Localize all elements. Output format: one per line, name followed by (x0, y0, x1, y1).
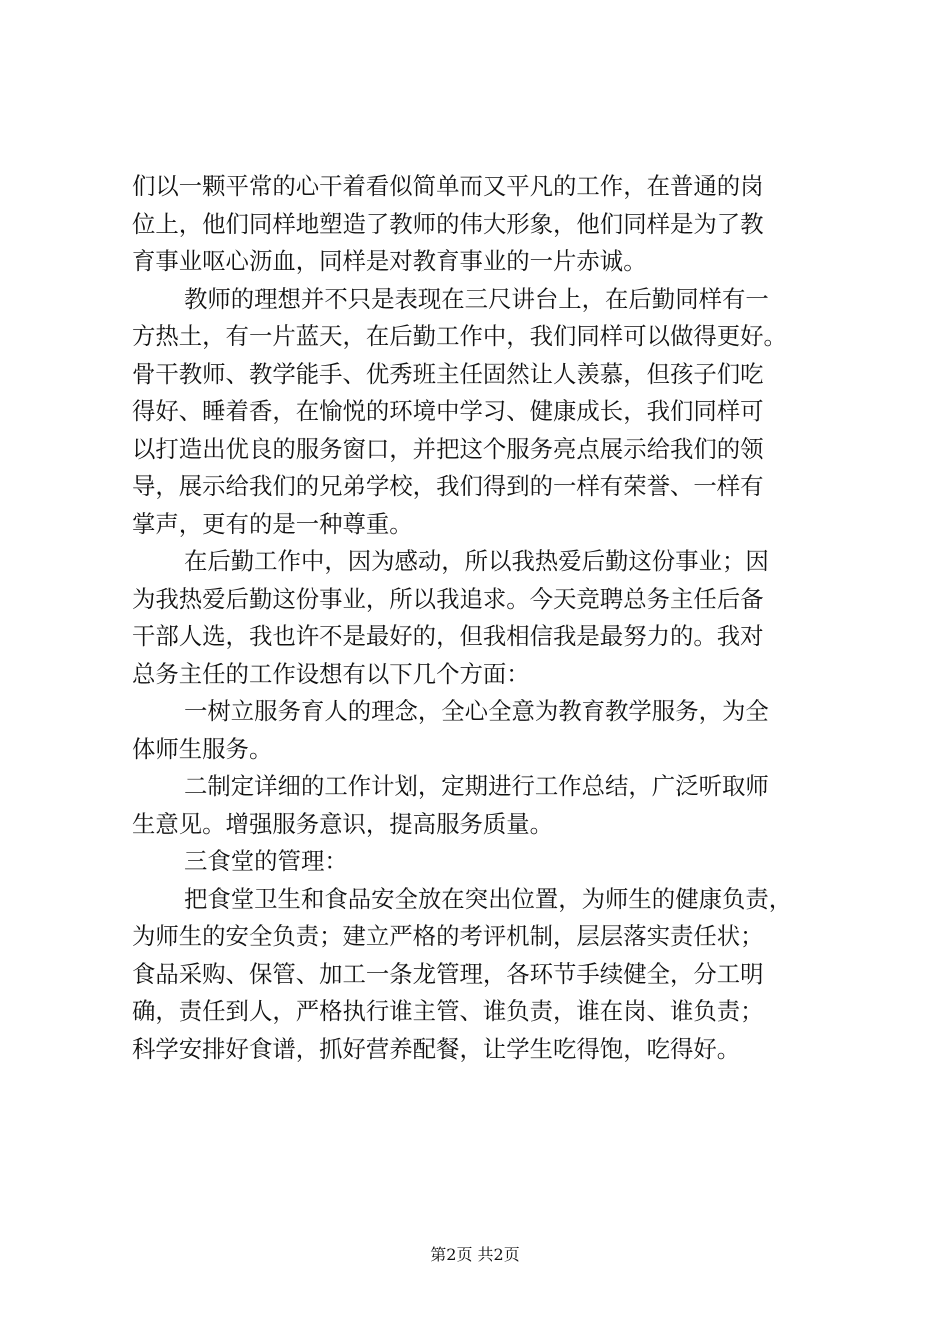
page-number-footer: 第2页 共2页 (430, 1245, 520, 1264)
text-line: 食品采购、保管、加工一条龙管理，各环节手续健全，分工明 (132, 959, 764, 988)
document-body (132, 168, 832, 1068)
text-line: 育事业呕心沥血，同样是对教育事业的一片赤诚。 (132, 247, 647, 275)
text-line: 确，责任到人，严格执行谁主管、谁负责，谁在岗、谁负责； (132, 997, 764, 1025)
text-line: 方热土，有一片蓝天，在后勤工作中，我们同样可以做得更好。 (132, 322, 787, 350)
text-line: 二制定详细的工作计划，定期进行工作总结，广泛听取师 (184, 772, 769, 800)
text-line: 为我热爱后勤这份事业，所以我追求。今天竞聘总务主任后备 (132, 584, 764, 613)
text-line: 生意见。增强服务意识，提高服务质量。 (132, 809, 554, 838)
text-line: 以打造出优良的服务窗口，并把这个服务亮点展示给我们的领 (132, 434, 764, 463)
text-line: 骨干教师、教学能手、优秀班主任固然让人羡慕，但孩子们吃 (132, 359, 764, 388)
text-line: 干部人选，我也许不是最好的，但我相信我是最努力的。我对 (132, 622, 764, 650)
text-line: 在后勤工作中，因为感动，所以我热爱后勤这份事业；因 (184, 547, 769, 575)
text-line: 总务主任的工作设想有以下几个方面： (132, 659, 530, 688)
text-line: 掌声，更有的是一种尊重。 (132, 509, 413, 538)
text-line: 把食堂卫生和食品安全放在突出位置，为师生的健康负责， (184, 884, 793, 913)
text-line: 一树立服务育人的理念，全心全意为教育教学服务，为全 (184, 697, 769, 725)
text-line: 教师的理想并不只是表现在三尺讲台上，在后勤同样有一 (184, 284, 769, 313)
text-line: 为师生的安全负责；建立严格的考评机制，层层落实责任状； (132, 922, 764, 950)
text-line: 们以一颗平常的心干着看似简单而又平凡的工作，在普通的岗 (132, 172, 764, 200)
text-line: 三食堂的管理： (184, 847, 348, 875)
text-line: 得好、睡着香，在愉悦的环境中学习、健康成长，我们同样可 (132, 397, 764, 425)
text-line: 体师生服务。 (132, 734, 273, 763)
text-line: 科学安排好食谱，抓好营养配餐，让学生吃得饱，吃得好。 (132, 1034, 741, 1063)
text-line: 位上，他们同样地塑造了教师的伟大形象，他们同样是为了教 (132, 209, 764, 238)
text-line: 导，展示给我们的兄弟学校，我们得到的一样有荣誉、一样有 (132, 472, 764, 500)
